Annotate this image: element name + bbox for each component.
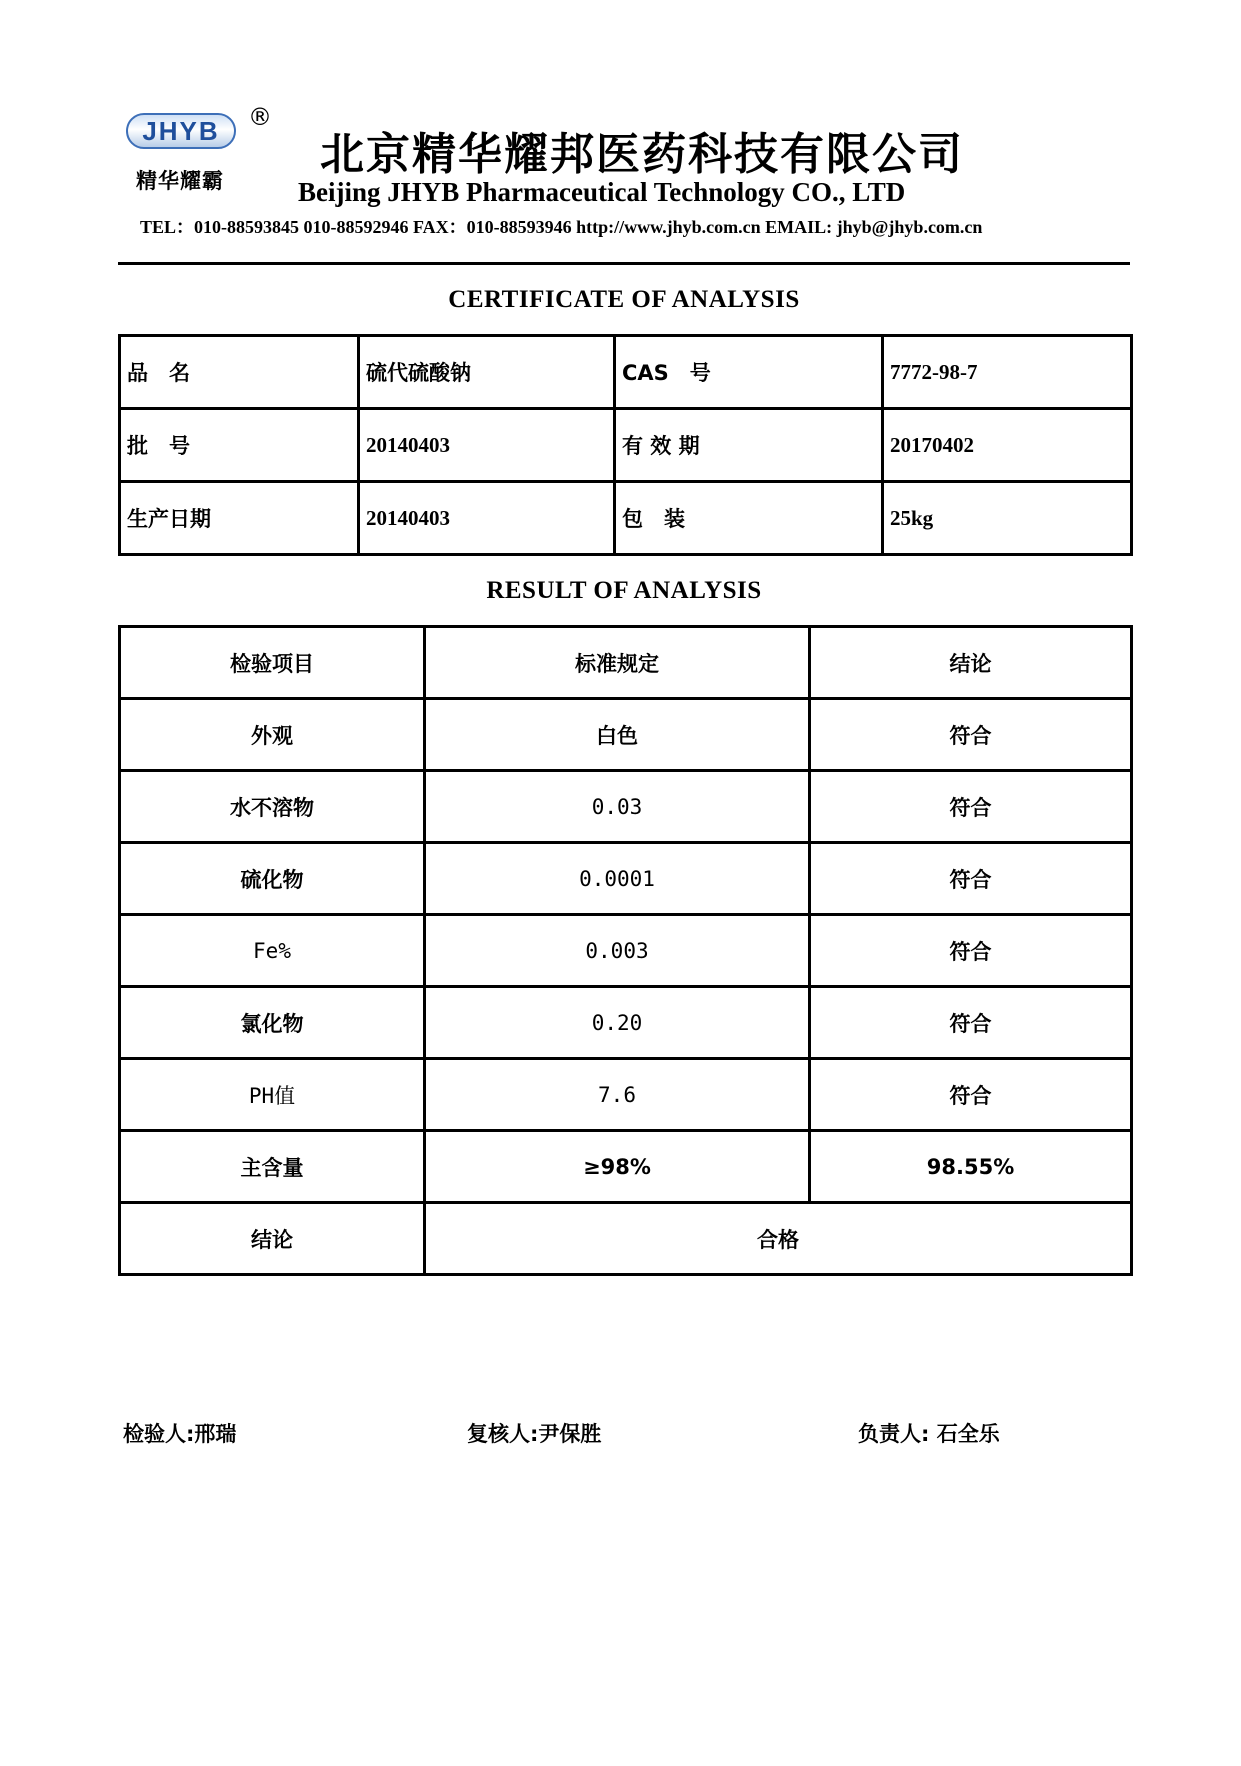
result-row <box>120 1059 1132 1131</box>
result-standard: 0.03 <box>425 771 810 843</box>
contact-info: TEL：010-88593845 010-88592946 FAX：010-88593946 http://www.jhyb.com.cn EMAIL: jhyb@jhyb.com.cn <box>140 217 983 237</box>
result-standard: 7.6 <box>425 1059 810 1131</box>
logo-chinese-name: 精华耀霸 <box>136 169 224 193</box>
result-conclusion: 符合 <box>810 987 1132 1059</box>
logo-badge <box>126 113 236 149</box>
company-logo <box>120 103 270 198</box>
info-label: 有 效 期 <box>615 409 883 482</box>
header-standard: 标准规定 <box>425 627 810 699</box>
info-value: 20140403 <box>359 482 615 555</box>
header-item: 检验项目 <box>120 627 425 699</box>
info-row <box>120 336 1132 409</box>
result-conclusion: 符合 <box>810 771 1132 843</box>
certificate-title: CERTIFICATE OF ANALYSIS <box>448 286 800 313</box>
info-value: 20140403 <box>359 409 615 482</box>
result-standard: ≥98% <box>425 1131 810 1203</box>
result-item: 水不溶物 <box>120 771 425 843</box>
result-standard: 0.003 <box>425 915 810 987</box>
header-conclusion: 结论 <box>810 627 1132 699</box>
result-item: 外观 <box>120 699 425 771</box>
result-conclusion: 符合 <box>810 843 1132 915</box>
info-label: 批 号 <box>120 409 359 482</box>
result-standard: 白色 <box>425 699 810 771</box>
final-value: 合格 <box>425 1203 1132 1275</box>
manager-signature: 负责人: 石全乐 <box>858 1422 1000 1446</box>
result-item: PH值 <box>120 1059 425 1131</box>
info-value: 7772-98-7 <box>883 336 1132 409</box>
info-value: 硫代硫酸钠 <box>359 336 615 409</box>
info-label: 生产日期 <box>120 482 359 555</box>
info-row <box>120 409 1132 482</box>
info-value: 20170402 <box>883 409 1132 482</box>
result-row <box>120 1131 1132 1203</box>
result-standard: 0.0001 <box>425 843 810 915</box>
final-label: 结论 <box>120 1203 425 1275</box>
info-label: 包 装 <box>615 482 883 555</box>
logo-text: JHYB <box>142 115 220 146</box>
info-row <box>120 482 1132 555</box>
result-item: 主含量 <box>120 1131 425 1203</box>
result-item: Fe% <box>120 915 425 987</box>
result-item: 氯化物 <box>120 987 425 1059</box>
result-standard: 0.20 <box>425 987 810 1059</box>
info-label: CAS 号 <box>615 336 883 409</box>
result-conclusion: 符合 <box>810 699 1132 771</box>
result-header-row <box>120 627 1132 699</box>
company-name-english: Beijing JHYB Pharmaceutical Technology CO., LTD <box>298 177 906 207</box>
info-label: 品 名 <box>120 336 359 409</box>
result-conclusion: 符合 <box>810 1059 1132 1131</box>
result-title: RESULT OF ANALYSIS <box>486 577 762 604</box>
reviewer-signature: 复核人:尹保胜 <box>467 1422 602 1446</box>
inspector-signature: 检验人:邢瑞 <box>123 1422 237 1446</box>
analysis-result-table <box>118 625 1133 1276</box>
header-divider <box>118 262 1130 265</box>
result-row <box>120 843 1132 915</box>
result-conclusion: 符合 <box>810 915 1132 987</box>
result-row <box>120 987 1132 1059</box>
result-conclusion: 98.55% <box>810 1131 1132 1203</box>
result-item: 硫化物 <box>120 843 425 915</box>
product-info-table <box>118 334 1133 556</box>
company-name-chinese: 北京精华耀邦医药科技有限公司 <box>320 129 964 180</box>
result-row <box>120 915 1132 987</box>
registered-mark: ® <box>248 103 272 131</box>
final-conclusion-row <box>120 1203 1132 1275</box>
info-value: 25kg <box>883 482 1132 555</box>
result-row <box>120 699 1132 771</box>
result-row <box>120 771 1132 843</box>
